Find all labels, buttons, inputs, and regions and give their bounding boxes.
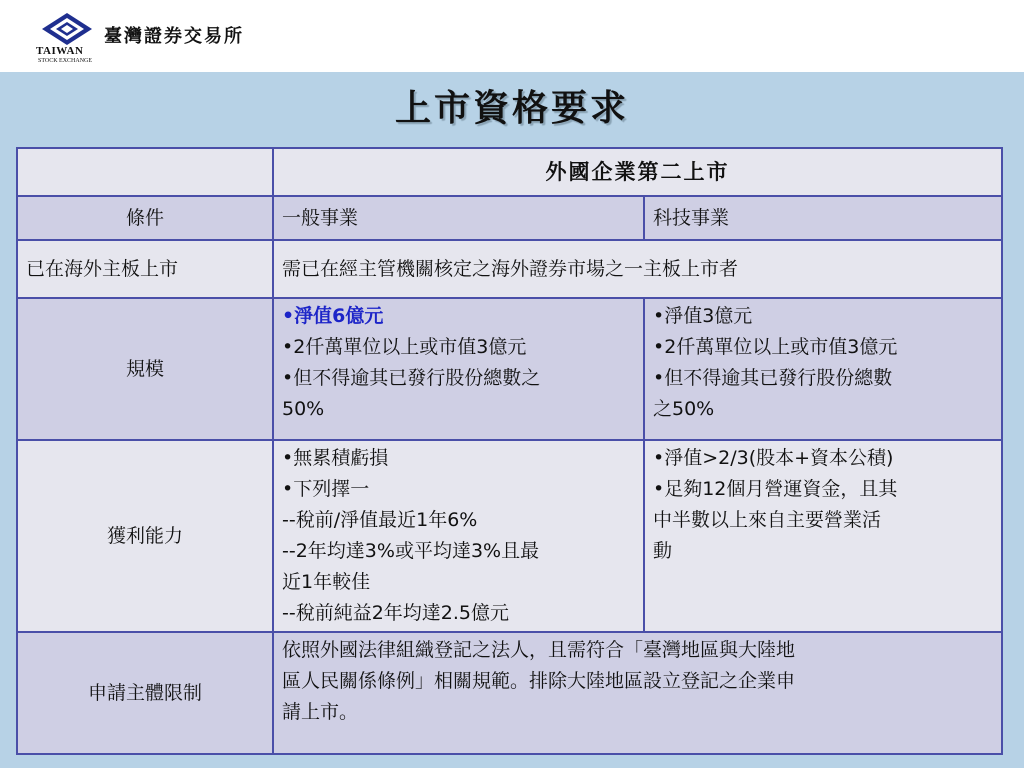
scale-tech-line: •淨值3億元 — [653, 305, 753, 327]
listed-overseas-label: 已在海外主板上市 — [17, 240, 273, 298]
scale-label: 規模 — [17, 298, 273, 440]
profit-general-cell — [273, 440, 644, 632]
scale-general-line: •但不得逾其已發行股份總數之 — [282, 367, 541, 389]
profit-general-line: --2年均達3%或平均達3%且最 — [282, 540, 540, 562]
logo-english: TAIWAN — [36, 45, 84, 57]
logo-chinese: 臺灣證券交易所 — [104, 26, 244, 47]
table-top-header: 外國企業第二上市 — [273, 148, 1002, 196]
profit-general-line: --稅前純益2年均達2.5億元 — [282, 602, 510, 624]
applicant-restriction-cell — [273, 632, 1002, 754]
profit-general-line: •下列擇一 — [282, 478, 370, 500]
header — [0, 0, 1024, 72]
profit-general-line: •無累積虧損 — [282, 447, 389, 469]
profit-tech-line: •足夠12個月營運資金，且其 — [653, 478, 898, 500]
scale-general-line: •淨值6億元 — [282, 305, 384, 327]
profit-tech-line: 動 — [653, 540, 673, 562]
restriction-line: 區人民關係條例」相關規範。排除大陸地區設立登記之企業申 — [282, 670, 796, 692]
restriction-line: 依照外國法律組織登記之法人，且需符合「臺灣地區與大陸地 — [282, 639, 796, 661]
profit-tech-line: 中半數以上來自主要營業活 — [653, 509, 882, 531]
profit-general-line: 近1年較佳 — [282, 571, 371, 593]
twse-logo-icon — [40, 12, 94, 46]
logo-english-sub: STOCK EXCHANGE — [38, 58, 93, 64]
listed-overseas-text: 需已在經主管機關核定之海外證券市場之一主板上市者 — [273, 240, 1002, 298]
condition-label: 條件 — [17, 196, 273, 240]
scale-general-cell — [273, 298, 644, 440]
scale-tech-line: 之50% — [653, 398, 715, 420]
profit-tech-line: •淨值>2/3(股本+資本公積) — [653, 447, 894, 469]
restriction-line: 請上市。 — [282, 701, 359, 723]
profitability-label: 獲利能力 — [17, 440, 273, 632]
profit-tech-cell — [644, 440, 1002, 632]
scale-general-line: 50% — [282, 398, 325, 420]
page-title: 上市資格要求 — [394, 88, 629, 129]
scale-general-line: •2仟萬單位以上或市值3億元 — [282, 336, 527, 358]
general-business-header: 一般事業 — [273, 196, 644, 240]
applicant-restriction-label: 申請主體限制 — [17, 632, 273, 754]
profit-general-line: --稅前/淨值最近1年6% — [282, 509, 478, 531]
requirements-table — [16, 147, 1003, 755]
scale-tech-cell — [644, 298, 1002, 440]
tech-business-header: 科技事業 — [644, 196, 1002, 240]
scale-tech-line: •2仟萬單位以上或市值3億元 — [653, 336, 898, 358]
corner-cell — [17, 148, 273, 196]
scale-tech-line: •但不得逾其已發行股份總數 — [653, 367, 893, 389]
